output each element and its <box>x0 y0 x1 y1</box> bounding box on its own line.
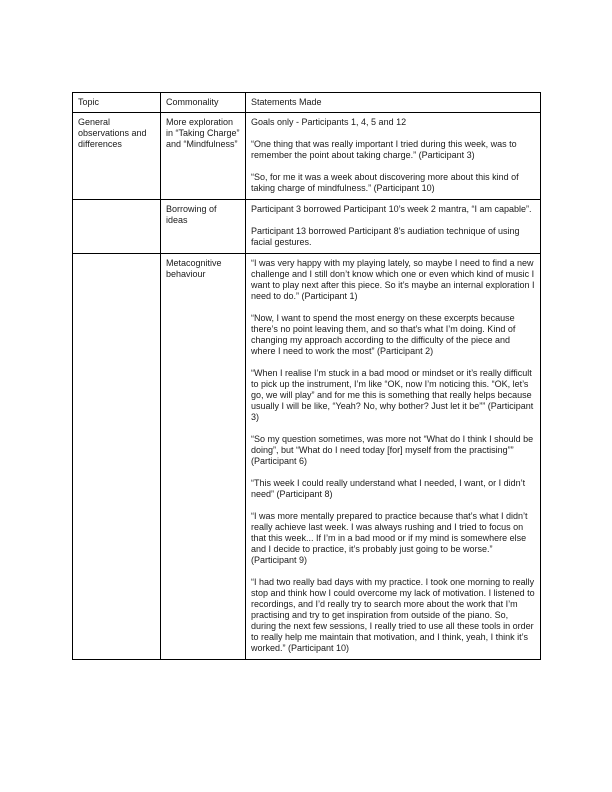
commonality-cell: Metacognitive behaviour <box>161 254 246 660</box>
statement: “So, for me it was a week about discovering more about this kind of taking charge of mindfulness.” (Participant 10) <box>251 172 519 193</box>
commonality-cell: Borrowing of ideas <box>161 200 246 254</box>
statement: “I was more mentally prepared to practice because that’s what I didn’t really achieve last week. I was always rushing and I tried to focus on that this week... If I’m in a bad mood or if my mind is somewhere else and I decide to practice, it’s probably just going to be worse.” (Participant 9) <box>251 511 528 565</box>
statement: “One thing that was really important I tried during this week, was to remember the point about taking charge.” (Participant 3) <box>251 139 517 160</box>
statement: “I was very happy with my playing lately, so maybe I need to find a new challenge and I still don’t know which one or even which kind of music I want to play next after this piece. So it’s maybe an internal exploration I need to do.” (Participant 1) <box>251 258 535 301</box>
table-header-row <box>73 93 541 113</box>
header-cell-topic: Topic <box>73 93 161 113</box>
topic-cell <box>73 200 161 254</box>
topic-cell: General observations and differences <box>73 113 161 200</box>
header-cell-commonality: Commonality <box>161 93 246 113</box>
statements-cell <box>246 200 541 254</box>
statement: “Now, I want to spend the most energy on these excerpts because there’s no point leaving them, and so that’s what I’m doing. Kind of changing my approach according to the difficulty of the piece and where I need to work the most” (Participant 2) <box>251 313 516 356</box>
statement: “When I realise I’m stuck in a bad mood or mindset or it’s really difficult to pick up the instrument, I’m like “OK, now I’m noticing this. “OK, let’s go, we will play” and for me this is something that really helps because usually I will be like, “Yeah? No, why bother? Just let it be”” (Participant 3) <box>251 368 534 422</box>
statement: Participant 13 borrowed Participant 8’s audiation technique of using facial gestures. <box>251 226 520 247</box>
table-row <box>73 254 541 660</box>
statement: “This week I could really understand what I needed, I want, or I didn’t need” (Participant 8) <box>251 478 526 499</box>
statement: “I had two really bad days with my practice. I took one morning to really stop and think how I could overcome my lack of motivation. I listened to recordings, and I’d really try to search more about the work that I’m practising and try to get inspiration from outside of the piano. So, during the next few sessions, I really tried to use all these tools in order to really help me maintain that motivation, and I think, yeah, I think it’s worked.” (Participant 10) <box>251 577 535 653</box>
statement: “So my question sometimes, was more not “What do I think I should be doing”, but “What do I need today [for] myself from the practising”” (Participant 6) <box>251 434 534 466</box>
header-cell-statements-made: Statements Made <box>246 93 541 113</box>
commonality-cell: More exploration in “Taking Charge” and “Mindfulness” <box>161 113 246 200</box>
statement: Goals only - Participants 1, 4, 5 and 12 <box>251 117 407 127</box>
table-row <box>73 113 541 200</box>
table-row <box>73 200 541 254</box>
statements-cell <box>246 254 541 660</box>
qualitative-statements-table <box>72 92 541 660</box>
statements-cell <box>246 113 541 200</box>
topic-cell <box>73 254 161 660</box>
statement: Participant 3 borrowed Participant 10’s week 2 mantra, “I am capable”. <box>251 204 532 214</box>
